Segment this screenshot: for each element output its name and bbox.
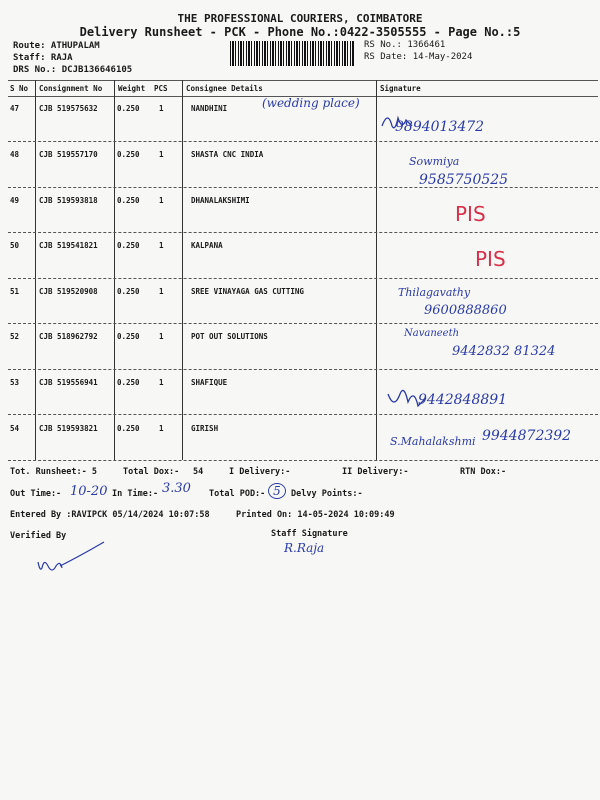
row-pcs: 1	[159, 196, 164, 205]
row-wt: 0.250	[117, 196, 140, 205]
row-sno: 53	[10, 378, 20, 387]
row-cn: CJB 519541821	[39, 241, 98, 250]
row-name: SHASTA CNC INDIA	[191, 150, 264, 159]
handwritten-phone: 9442848891	[418, 392, 508, 408]
row-name: DHANALAKSHIMI	[191, 196, 250, 205]
barcode	[230, 41, 355, 66]
in-time-value: 3.30	[162, 481, 191, 496]
row-name: KALPANA	[191, 241, 223, 250]
col-divider	[35, 80, 36, 460]
row-pcs: 1	[159, 104, 164, 113]
row-wt: 0.250	[117, 424, 140, 433]
row-cn: CJB 519593821	[39, 424, 98, 433]
pis-mark: PIS	[475, 247, 506, 271]
total-pod-value: 5	[268, 483, 286, 499]
row-wt: 0.250	[117, 332, 140, 341]
rs-number: RS No.: 1366461	[364, 40, 446, 50]
handwritten-phone: 9442832 81324	[452, 344, 556, 359]
table-top-rule	[8, 80, 598, 81]
pis-mark: PIS	[455, 202, 486, 226]
col-divider	[114, 80, 115, 460]
ii-delivery: II Delivery:-	[342, 467, 409, 477]
row-separator	[8, 460, 598, 461]
row-pcs: 1	[159, 287, 164, 296]
staff-label: Staff: RAJA	[13, 53, 73, 63]
out-time-value: 10-20	[70, 484, 108, 499]
row-separator	[8, 232, 598, 233]
row-name: GIRISH	[191, 424, 219, 433]
staff-signature-label: Staff Signature	[271, 529, 348, 539]
row-wt: 0.250	[117, 241, 140, 250]
signature-scribble	[378, 108, 428, 138]
col-header-weight: Weight	[118, 84, 146, 93]
row-pcs: 1	[159, 332, 164, 341]
delivery-points: Delvy Points:-	[291, 489, 363, 499]
col-header-pcs: PCS	[154, 84, 168, 93]
row-wt: 0.250	[117, 104, 140, 113]
row-pcs: 1	[159, 378, 164, 387]
row-cn: CJB 519556941	[39, 378, 98, 387]
row-sno: 50	[10, 241, 20, 250]
col-divider	[376, 80, 377, 460]
runsheet-subtitle: Delivery Runsheet - PCK - Phone No.:0422-3505555 - Page No.:5	[79, 25, 521, 39]
staff-signature-handwritten: R.Raja	[284, 541, 325, 555]
company-title: THE PROFESSIONAL COURIERS, COIMBATORE	[177, 12, 423, 25]
row-name: POT OUT SOLUTIONS	[191, 332, 268, 341]
total-runsheet: Tot. Runsheet:- 5	[10, 467, 97, 477]
in-time-label: In Time:-	[112, 489, 159, 499]
row-separator	[8, 369, 598, 370]
rtn-dox: RTN Dox:-	[460, 467, 507, 477]
row-separator	[8, 141, 598, 142]
route-label: Route: ATHUPALAM	[13, 41, 100, 51]
row-cn: CJB 518962792	[39, 332, 98, 341]
total-dox-value: 54	[193, 467, 204, 477]
row-cn: CJB 519520908	[39, 287, 98, 296]
entered-by: Entered By :RAVIPCK 05/14/2024 10:07:58	[10, 510, 210, 520]
row-wt: 0.250	[117, 287, 140, 296]
row-wt: 0.250	[117, 378, 140, 387]
row-wt: 0.250	[117, 150, 140, 159]
row-cn: CJB 519557170	[39, 150, 98, 159]
row-sno: 49	[10, 196, 20, 205]
row-name: NANDHINI	[191, 104, 228, 113]
row-pcs: 1	[159, 150, 164, 159]
total-pod-label: Total POD:-	[209, 489, 266, 499]
rs-date: RS Date: 14-May-2024	[364, 52, 473, 62]
row-cn: CJB 519593818	[39, 196, 98, 205]
printed-on: Printed On: 14-05-2024 10:09:49	[236, 510, 395, 520]
row-sno: 48	[10, 150, 20, 159]
row-separator	[8, 323, 598, 324]
col-divider	[182, 80, 183, 460]
row-separator	[8, 187, 598, 188]
total-dox-label: Total Dox:-	[123, 467, 180, 477]
row-sno: 54	[10, 424, 20, 433]
i-delivery: I Delivery:-	[229, 467, 291, 477]
out-time-label: Out Time:-	[10, 489, 62, 499]
row-cn: CJB 519575632	[39, 104, 98, 113]
col-header-signature: Signature	[380, 84, 421, 93]
row-name: SHAFIQUE	[191, 378, 228, 387]
signature-scribble	[386, 384, 436, 414]
verified-by-label: Verified By	[10, 531, 67, 541]
drs-number: DRS No.: DCJB136646105	[13, 65, 133, 75]
handwritten-note: (wedding place)	[262, 96, 360, 110]
col-header-consignment: Consignment No	[39, 84, 103, 93]
row-separator	[8, 414, 598, 415]
row-pcs: 1	[159, 424, 164, 433]
row-sno: 51	[10, 287, 20, 296]
handwritten-note: Sowmiya	[409, 155, 460, 168]
col-header-sno: S No	[10, 84, 29, 93]
handwritten-phone: 9600888860	[424, 303, 507, 318]
handwritten-note: Navaneeth	[404, 328, 460, 339]
row-sno: 52	[10, 332, 20, 341]
handwritten-phone: 9944872392	[482, 428, 572, 444]
col-header-consignee: Consignee Details	[186, 84, 263, 93]
handwritten-note: Thilagavathy	[398, 286, 471, 299]
handwritten-phone: 9585750525	[419, 172, 509, 188]
handwritten-note: S.Mahalakshmi	[390, 435, 476, 448]
verified-signature	[30, 540, 110, 580]
row-name: SREE VINAYAGA GAS CUTTING	[191, 287, 304, 296]
handwritten-phone: 9894013472	[395, 119, 485, 135]
row-pcs: 1	[159, 241, 164, 250]
row-separator	[8, 278, 598, 279]
row-sno: 47	[10, 104, 20, 113]
